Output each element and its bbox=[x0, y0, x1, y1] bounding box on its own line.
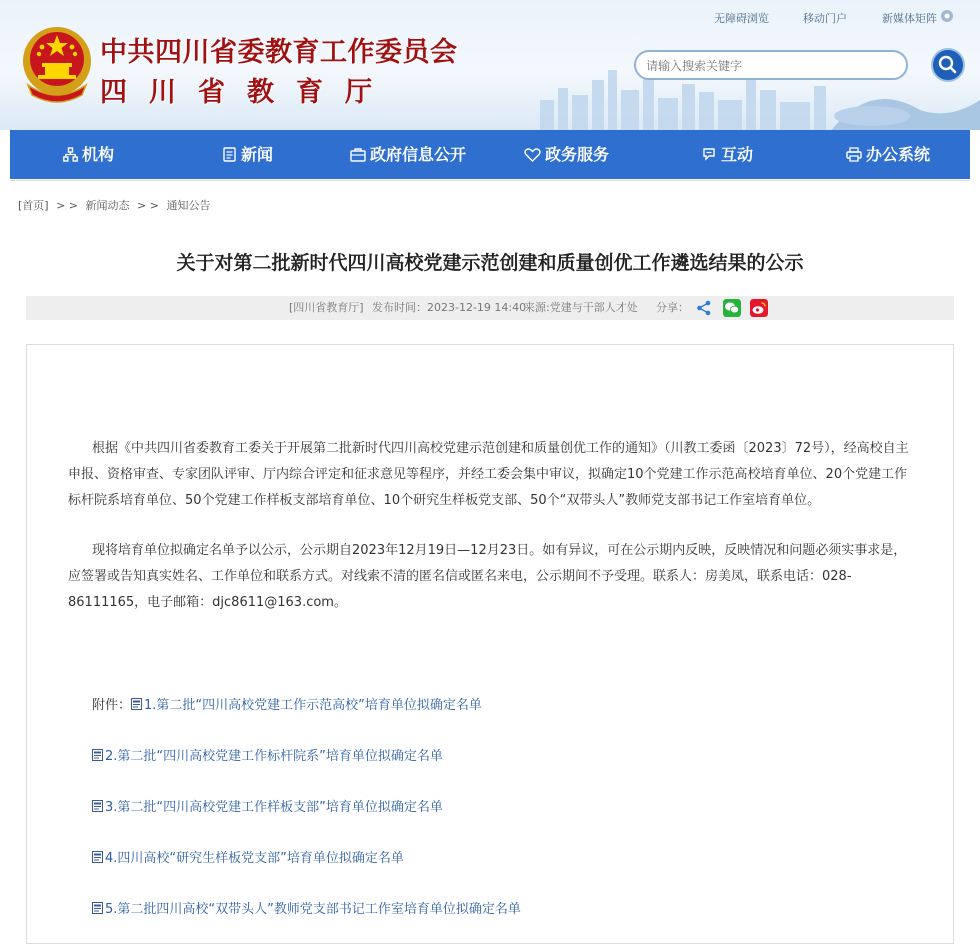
nav-label: 新闻 bbox=[241, 145, 274, 164]
nav-label: 机构 bbox=[82, 145, 115, 164]
nav-label: 政务服务 bbox=[545, 145, 610, 164]
site-header bbox=[0, 0, 980, 130]
nav-item-interact[interactable] bbox=[702, 130, 753, 179]
document-icon bbox=[92, 800, 103, 812]
breadcrumb-notices[interactable]: 通知公告 bbox=[166, 199, 211, 212]
meta-share-label: 分享： bbox=[656, 301, 689, 314]
nav-label: 互动 bbox=[721, 145, 754, 164]
meta-origin: 来源:党建与干部人才处 bbox=[524, 301, 638, 314]
news-icon bbox=[222, 147, 237, 162]
service-icon bbox=[524, 147, 541, 162]
search-field bbox=[634, 50, 908, 80]
document-icon bbox=[92, 749, 103, 761]
attachment-link-4[interactable] bbox=[92, 847, 404, 866]
breadcrumb bbox=[10, 194, 970, 218]
new-media-link[interactable]: 新媒体矩阵 bbox=[882, 12, 937, 25]
breadcrumb-news[interactable]: 新闻动态 bbox=[85, 199, 130, 212]
document-icon bbox=[92, 902, 103, 914]
article-paragraph-1 bbox=[68, 436, 914, 514]
paragraph-text: 现将培育单位拟确定名单予以公示，公示期自2023年12月19日—12月23日。如有异议，可在公示期内反映，反映情况和问题必须实事求是，应签署或告知真实姓名、工作单位和联系方式。对线索不清的匿名信或匿名来电，公示期间不予受理。联系人：房美凤，联系电话：028-86111165，电子邮箱：djc8611@163.com。 bbox=[68, 543, 907, 610]
article-title: 关于对第二批新时代四川高校党建示范创建和质量创优工作遴选结果的公示 bbox=[176, 252, 804, 274]
weibo-icon[interactable] bbox=[750, 299, 768, 317]
main-navigation bbox=[10, 130, 970, 179]
search-button[interactable] bbox=[931, 48, 965, 82]
attachment-link-5[interactable] bbox=[92, 898, 521, 917]
wechat-icon[interactable] bbox=[723, 299, 741, 317]
mobile-portal-link[interactable]: 移动门户 bbox=[803, 12, 847, 25]
attachments-label: 附件： bbox=[92, 698, 132, 713]
department-title: 四川省教育厅 bbox=[100, 77, 394, 108]
attachment-title: 5.第二批四川高校“双带头人”教师党支部书记工作室培育单位拟确定名单 bbox=[105, 902, 521, 917]
national-emblem-logo bbox=[20, 23, 94, 103]
article-meta-bar bbox=[26, 296, 954, 320]
search-input[interactable] bbox=[644, 52, 898, 80]
document-icon bbox=[92, 851, 103, 863]
article-paragraph-2 bbox=[68, 538, 914, 616]
attachment-link-2[interactable] bbox=[92, 745, 443, 764]
search-icon bbox=[933, 50, 963, 80]
attachment-link-3[interactable] bbox=[92, 796, 443, 815]
breadcrumb-separator: > > bbox=[56, 199, 79, 212]
nav-item-news[interactable] bbox=[222, 130, 273, 179]
paragraph-text: 根据《中共四川省委教育工委关于开展第二批新时代四川高校党建示范创建和质量创优工作的通知》（川教工委函〔2023〕72号），经高校自主申报、资格审查、专家团队评审、厅内综合评定和征求意见等程序，并经工委会集中审议，拟确定10个党建工作示范高校培育单位、20个党建工作标杆院系培育单位、50个党建工作样板支部培育单位、10个研究生样板党支部、50个“双带头人”教师党支部书记工作室培育单位。 bbox=[68, 441, 909, 508]
attachment-title: 2.第二批“四川高校党建工作标杆院系”培育单位拟确定名单 bbox=[105, 749, 443, 764]
share-icon[interactable] bbox=[695, 299, 713, 317]
interact-icon bbox=[702, 147, 717, 162]
nav-item-service[interactable] bbox=[524, 130, 609, 179]
new-media-icon[interactable] bbox=[940, 9, 954, 23]
office-icon bbox=[846, 147, 862, 162]
info-open-icon bbox=[350, 147, 366, 162]
nav-label: 政府信息公开 bbox=[370, 145, 467, 164]
accessibility-link[interactable]: 无障碍浏览 bbox=[714, 12, 769, 25]
nav-item-org[interactable] bbox=[63, 130, 114, 179]
nav-label: 办公系统 bbox=[866, 145, 931, 164]
meta-source: [四川省教育厅] bbox=[289, 301, 364, 314]
breadcrumb-separator: > > bbox=[137, 199, 159, 212]
nav-item-info-open[interactable] bbox=[350, 130, 466, 179]
attachment-title: 3.第二批“四川高校党建工作样板支部”培育单位拟确定名单 bbox=[105, 800, 443, 815]
attachment-link-1[interactable] bbox=[131, 694, 482, 713]
org-icon bbox=[63, 147, 78, 162]
organization-title: 中共四川省委教育工作委员会 bbox=[100, 37, 458, 68]
nav-item-office[interactable] bbox=[846, 130, 930, 179]
attachment-title: 4.四川高校“研究生样板党支部”培育单位拟确定名单 bbox=[105, 851, 404, 866]
divider bbox=[10, 180, 970, 181]
meta-publish-time: 发布时间：2023-12-19 14:40 bbox=[372, 301, 527, 314]
document-icon bbox=[131, 698, 142, 710]
attachment-title: 1.第二批“四川高校党建工作示范高校”培育单位拟确定名单 bbox=[144, 698, 482, 713]
breadcrumb-home[interactable]: [首页] bbox=[18, 199, 49, 212]
